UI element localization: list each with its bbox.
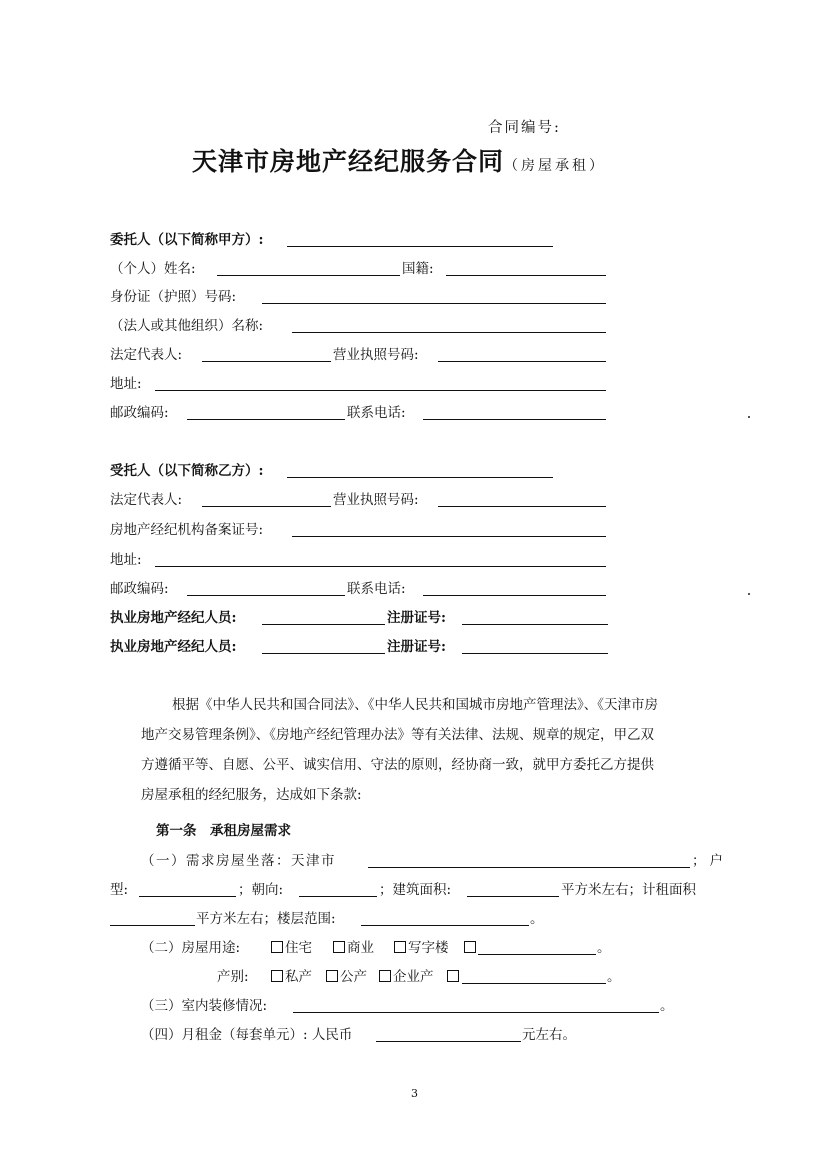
preamble-line-1: 根据《中华人民共和国合同法》、《中华人民共和国城市房地产管理法》、《天津市房: [172, 697, 658, 713]
type-label: 型:: [110, 882, 129, 898]
checkbox-icon[interactable]: [447, 970, 459, 982]
checkbox-icon[interactable]: [394, 941, 406, 953]
use-period: 。: [597, 940, 611, 956]
party-a-address-field[interactable]: [155, 390, 606, 391]
party-b-address-field[interactable]: [155, 566, 606, 567]
party-b-license-field[interactable]: [438, 506, 606, 507]
use-label: （二）房屋用途:: [141, 940, 241, 956]
document-subtitle: （房屋承租）: [504, 158, 607, 174]
decoration-period: 。: [660, 998, 674, 1014]
party-a-org-field[interactable]: [292, 332, 606, 333]
page-number: 3: [411, 1087, 418, 1100]
article-1-heading: 第一条 承租房屋需求: [156, 823, 291, 839]
party-b-license-label: 营业执照号码:: [333, 492, 419, 508]
orientation-label: ；朝向:: [238, 882, 284, 898]
party-a-name-field[interactable]: [217, 275, 400, 276]
party-a-id-label: 身份证（护照）号码:: [110, 289, 237, 305]
agent-1-label: 执业房地产经纪人员:: [110, 610, 237, 626]
location-prefix: （一）需求房屋坐落：天津市: [141, 853, 336, 869]
agent-1-field[interactable]: [262, 624, 385, 625]
decoration-label: （三）室内装修情况:: [141, 998, 268, 1014]
floor-range-period: 。: [530, 911, 544, 927]
area-label: ；建筑面积:: [379, 882, 452, 898]
party-b-heading: 受托人（以下简称乙方）:: [110, 463, 264, 479]
rent-field[interactable]: [376, 1041, 521, 1042]
title-block: [192, 146, 606, 178]
party-a-license-field[interactable]: [438, 361, 606, 362]
party-b-phone-label: 联系电话:: [347, 581, 406, 597]
preamble-line-4: 房屋承租的经纪服务，达成如下条款:: [141, 787, 362, 803]
party-a-nationality-field[interactable]: [446, 275, 606, 276]
use-other-field[interactable]: [478, 954, 596, 955]
party-b-address-label: 地址:: [110, 552, 142, 568]
party-b-record-label: 房地产经纪机构备案证号:: [110, 522, 264, 538]
checkbox-icon[interactable]: [464, 941, 476, 953]
location-field[interactable]: [368, 867, 690, 868]
ownership-label: 产别:: [217, 969, 249, 985]
party-b-rep-field[interactable]: [202, 506, 331, 507]
margin-mark: [748, 593, 750, 595]
checkbox-icon[interactable]: [271, 941, 283, 953]
area-unit: 平方米左右；计租面积: [561, 882, 696, 898]
ownership-period: 。: [607, 969, 621, 985]
document-title: 天津市房地产经纪服务合同: [192, 147, 505, 176]
type-field[interactable]: [139, 896, 236, 897]
party-a-org-label: （法人或其他组织）名称:: [110, 318, 264, 334]
party-b-record-field[interactable]: [292, 536, 606, 537]
party-a-license-label: 营业执照号码:: [333, 347, 419, 363]
party-b-postcode-label: 邮政编码:: [110, 581, 169, 597]
party-b-phone-field[interactable]: [423, 595, 606, 596]
preamble-line-2: 地产交易管理条例》、《房地产经纪管理办法》等有关法律、法规、规章的规定，甲乙双: [141, 727, 654, 743]
party-a-id-field[interactable]: [262, 303, 606, 304]
agent-1-reg-label: 注册证号:: [387, 610, 446, 626]
use-option-residential[interactable]: 住宅: [271, 939, 312, 957]
rent-area-unit: 平方米左右；楼层范围:: [196, 911, 336, 927]
agent-2-label: 执业房地产经纪人员:: [110, 639, 237, 655]
party-b-rep-label: 法定代表人:: [110, 492, 183, 508]
rent-label: （四）月租金（每套单元）: 人民币: [141, 1027, 353, 1043]
floor-range-field[interactable]: [361, 925, 529, 926]
party-a-phone-field[interactable]: [423, 419, 606, 420]
party-a-address-label: 地址:: [110, 376, 142, 392]
use-option-other[interactable]: [464, 939, 478, 957]
location-suffix: ；户: [692, 853, 727, 869]
party-b-name-line[interactable]: [287, 477, 553, 478]
checkbox-icon[interactable]: [326, 970, 338, 982]
party-a-rep-field[interactable]: [202, 361, 331, 362]
agent-2-reg-label: 注册证号:: [387, 639, 446, 655]
checkbox-icon[interactable]: [379, 970, 391, 982]
ownership-option-public[interactable]: 公产: [326, 968, 367, 986]
party-a-postcode-field[interactable]: [187, 419, 345, 420]
ownership-other-field[interactable]: [462, 983, 606, 984]
orientation-field[interactable]: [299, 896, 377, 897]
use-option-commercial[interactable]: 商业: [333, 939, 374, 957]
party-a-rep-label: 法定代表人:: [110, 347, 183, 363]
checkbox-icon[interactable]: [333, 941, 345, 953]
party-a-nationality-label: 国籍:: [402, 261, 434, 277]
party-a-name-label: （个人）姓名:: [110, 261, 196, 277]
checkbox-icon[interactable]: [271, 970, 283, 982]
preamble-line-3: 方遵循平等、自愿、公平、诚实信用、守法的原则，经协商一致，就甲方委托乙方提供: [141, 757, 654, 773]
area-field[interactable]: [467, 896, 559, 897]
use-option-office[interactable]: 写字楼: [394, 939, 449, 957]
party-a-heading: 委托人（以下简称甲方）:: [110, 232, 264, 248]
party-b-postcode-field[interactable]: [187, 595, 345, 596]
agent-2-reg-field[interactable]: [462, 653, 608, 654]
agent-2-field[interactable]: [262, 653, 385, 654]
party-a-name-line[interactable]: [287, 246, 553, 247]
margin-mark: [748, 416, 750, 418]
rent-area-field[interactable]: [110, 925, 195, 926]
agent-1-reg-field[interactable]: [462, 624, 608, 625]
ownership-option-other[interactable]: [447, 968, 461, 986]
contract-number-label: 合同编号:: [488, 120, 561, 136]
party-a-phone-label: 联系电话:: [347, 405, 406, 421]
rent-suffix: 元左右。: [522, 1027, 576, 1043]
ownership-option-private[interactable]: 私产: [271, 968, 312, 986]
decoration-field[interactable]: [293, 1012, 659, 1013]
party-a-postcode-label: 邮政编码:: [110, 405, 169, 421]
ownership-option-enterprise[interactable]: 企业产: [379, 968, 434, 986]
